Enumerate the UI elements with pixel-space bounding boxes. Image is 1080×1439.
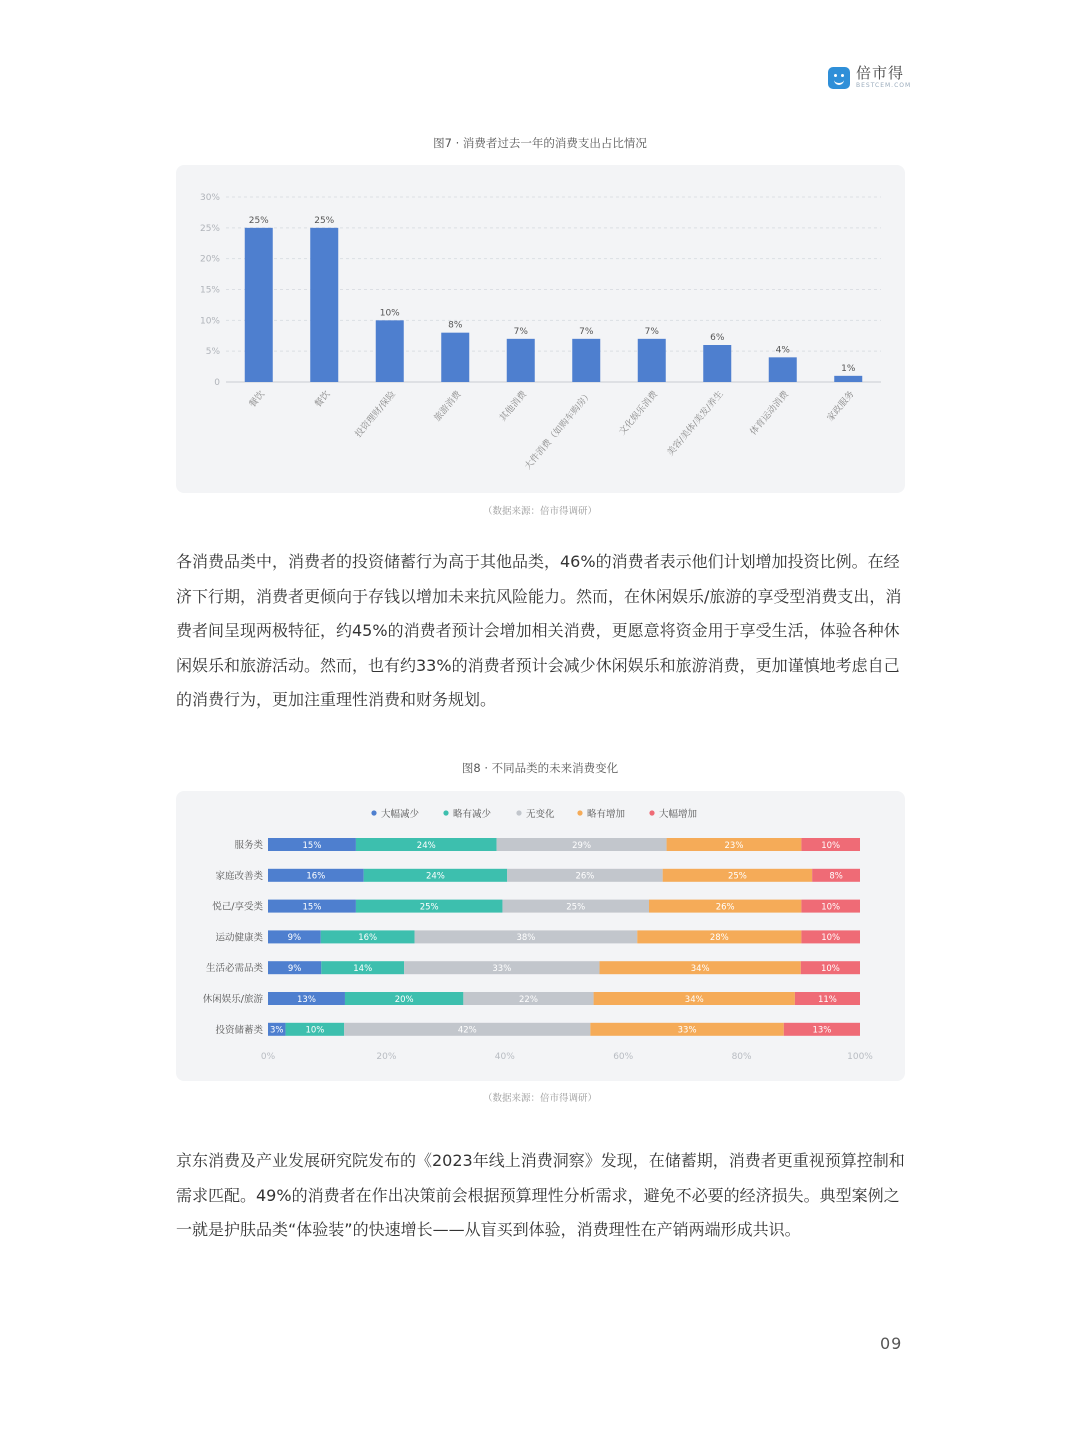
segment-value-label: 26% (715, 902, 735, 913)
x-tick-label: 80% (731, 1052, 752, 1062)
bar (310, 228, 338, 382)
x-category-label: 其他消费 (498, 389, 530, 424)
legend-label: 无变化 (526, 809, 555, 820)
segment-value-label: 33% (492, 964, 512, 974)
segment-value-label: 38% (516, 933, 536, 944)
brand-logo (828, 66, 911, 89)
bar-value-label: 7% (579, 326, 594, 337)
smiley-logo-icon (828, 67, 850, 89)
stacked-bar-chart-svg (176, 791, 905, 1081)
bar-chart-svg (176, 165, 905, 493)
segment-value-label: 25% (727, 871, 747, 882)
legend-marker (443, 810, 448, 815)
y-tick-label: 30% (199, 193, 220, 203)
paragraph-1: 各消费品类中，消费者的投资储蓄行为高于其他品类，46%的消费者表示他们计划增加投资比例。在经济下行期，消费者更倾向于存钱以增加未来抗风险能力。然而，在休闲娱乐/旅游的享受型消费支出，消费者间呈现两极特征，约45%的消费者预计会增加相关消费，更愿意将资金用于享受生活，体验各种休闲娱乐和旅游活动。然而，也有约33%的消费者预计会减少休闲娱乐和旅游消费，更加谨慎地考虑自己的消费行为，更加注重理性消费和财务规划。 (176, 552, 902, 709)
bar-value-label: 1% (841, 363, 856, 374)
page-number: 09 (880, 1334, 903, 1353)
bar (507, 339, 535, 382)
segment-value-label: 10% (821, 840, 841, 851)
segment-value-label: 16% (306, 871, 326, 882)
bar-chart-figure7 (176, 165, 905, 493)
segment-value-label: 23% (724, 840, 744, 851)
bar (638, 339, 666, 382)
segment-value-label: 24% (416, 840, 436, 851)
x-tick-label: 60% (613, 1052, 634, 1062)
segment-value-label: 34% (684, 994, 704, 1005)
bar-value-label: 10% (379, 308, 400, 319)
x-category-label: 体育运动消费 (748, 389, 792, 438)
y-tick-label: 10% (199, 316, 220, 327)
x-tick-label: 0% (260, 1052, 276, 1062)
bar-value-label: 6% (710, 333, 725, 343)
x-tick-label: 40% (494, 1052, 515, 1062)
bar (703, 345, 731, 382)
x-category-label: 旅游消费 (432, 389, 464, 424)
segment-value-label: 10% (821, 933, 841, 944)
legend-marker (577, 810, 582, 815)
segment-value-label: 10% (821, 902, 841, 913)
legend-label: 大幅增加 (659, 809, 698, 820)
bar (834, 376, 862, 382)
x-category-label: 大件消费（如购车购房） (523, 389, 595, 472)
segment-value-label: 13% (812, 1025, 832, 1036)
stacked-bar-chart-figure8 (176, 791, 905, 1081)
segment-value-label: 26% (575, 871, 595, 882)
segment-value-label: 3% (270, 1025, 284, 1036)
brand-name: 倍市得 (856, 64, 905, 82)
bar (769, 357, 797, 382)
y-tick-label: 20% (199, 254, 220, 265)
bar-value-label: 25% (314, 215, 335, 226)
segment-value-label: 11% (817, 994, 837, 1005)
x-category-label: 餐饮 (247, 389, 268, 410)
bar-value-label: 7% (644, 326, 659, 337)
legend-marker (516, 810, 521, 815)
segment-value-label: 9% (287, 964, 302, 974)
segment-value-label: 15% (302, 840, 322, 851)
row-category-label: 悦己/享受类 (212, 901, 263, 913)
segment-value-label: 14% (353, 964, 373, 974)
segment-value-label: 28% (709, 933, 729, 944)
bar-value-label: 4% (775, 345, 790, 356)
bar (245, 228, 273, 382)
figure8-title: 图8 · 不同品类的未来消费变化 (461, 761, 619, 775)
segment-value-label: 25% (566, 902, 586, 913)
row-category-label: 服务类 (234, 840, 263, 851)
legend-marker (371, 810, 376, 815)
segment-value-label: 25% (419, 902, 439, 913)
x-tick-label: 100% (847, 1052, 873, 1062)
segment-value-label: 29% (572, 840, 592, 851)
segment-value-label: 9% (287, 933, 302, 944)
bar (572, 339, 600, 382)
row-category-label: 运动健康类 (215, 932, 263, 944)
y-tick-label: 5% (205, 347, 220, 358)
x-category-label: 投资理财/保险 (353, 389, 399, 440)
figure8-source: （数据来源：倍市得调研） (482, 1093, 597, 1104)
legend-label: 略有增加 (587, 809, 626, 820)
segment-value-label: 34% (690, 964, 710, 974)
y-tick-label: 15% (199, 285, 220, 296)
legend-label: 略有减少 (453, 809, 492, 820)
legend-label: 大幅减少 (381, 809, 420, 820)
row-category-label: 休闲娱乐/旅游 (202, 994, 263, 1005)
paragraph-2: 京东消费及产业发展研究院发布的《2023年线上消费洞察》发现，在储蓄期，消费者更重视预算控制和需求匹配。49%的消费者在作出决策前会根据预算理性分析需求，避免不必要的经济损失。典型案例之一就是护肤品类“体验装”的快速增长——从盲买到体验，消费理性在产销两端形成共识。 (176, 1151, 905, 1239)
segment-value-label: 20% (394, 994, 414, 1005)
segment-value-label: 10% (305, 1025, 325, 1036)
row-category-label: 家庭改善类 (215, 870, 263, 882)
row-category-label: 生活必需品类 (205, 963, 263, 975)
brand-sub: BESTCEM.COM (856, 82, 912, 89)
x-category-label: 文化娱乐消费 (617, 389, 661, 438)
figure7-source: （数据来源：倍市得调研） (482, 506, 597, 517)
x-category-label: 餐饮 (313, 389, 333, 410)
segment-value-label: 10% (820, 964, 840, 974)
segment-value-label: 13% (297, 994, 316, 1005)
y-tick-label: 25% (199, 223, 220, 234)
bar-value-label: 8% (448, 320, 463, 331)
figure7-title: 图7 · 消费者过去一年的消费支出占比情况 (433, 136, 647, 150)
row-category-label: 投资储蓄类 (215, 1024, 263, 1036)
segment-value-label: 8% (829, 871, 843, 882)
segment-value-label: 15% (302, 902, 322, 913)
x-category-label: 美容/美体/美发/养生 (665, 389, 726, 459)
segment-value-label: 42% (457, 1025, 477, 1036)
bar-value-label: 25% (248, 215, 269, 226)
segment-value-label: 22% (519, 994, 538, 1005)
bar-value-label: 7% (513, 326, 528, 337)
x-category-label: 家政服务 (825, 389, 857, 424)
segment-value-label: 33% (677, 1025, 697, 1036)
segment-value-label: 16% (358, 933, 378, 944)
x-tick-label: 20% (376, 1052, 397, 1062)
legend-marker (649, 810, 654, 815)
bar (376, 320, 404, 382)
y-tick-label: 0 (214, 378, 220, 388)
segment-value-label: 24% (425, 871, 445, 882)
bar (441, 333, 469, 382)
